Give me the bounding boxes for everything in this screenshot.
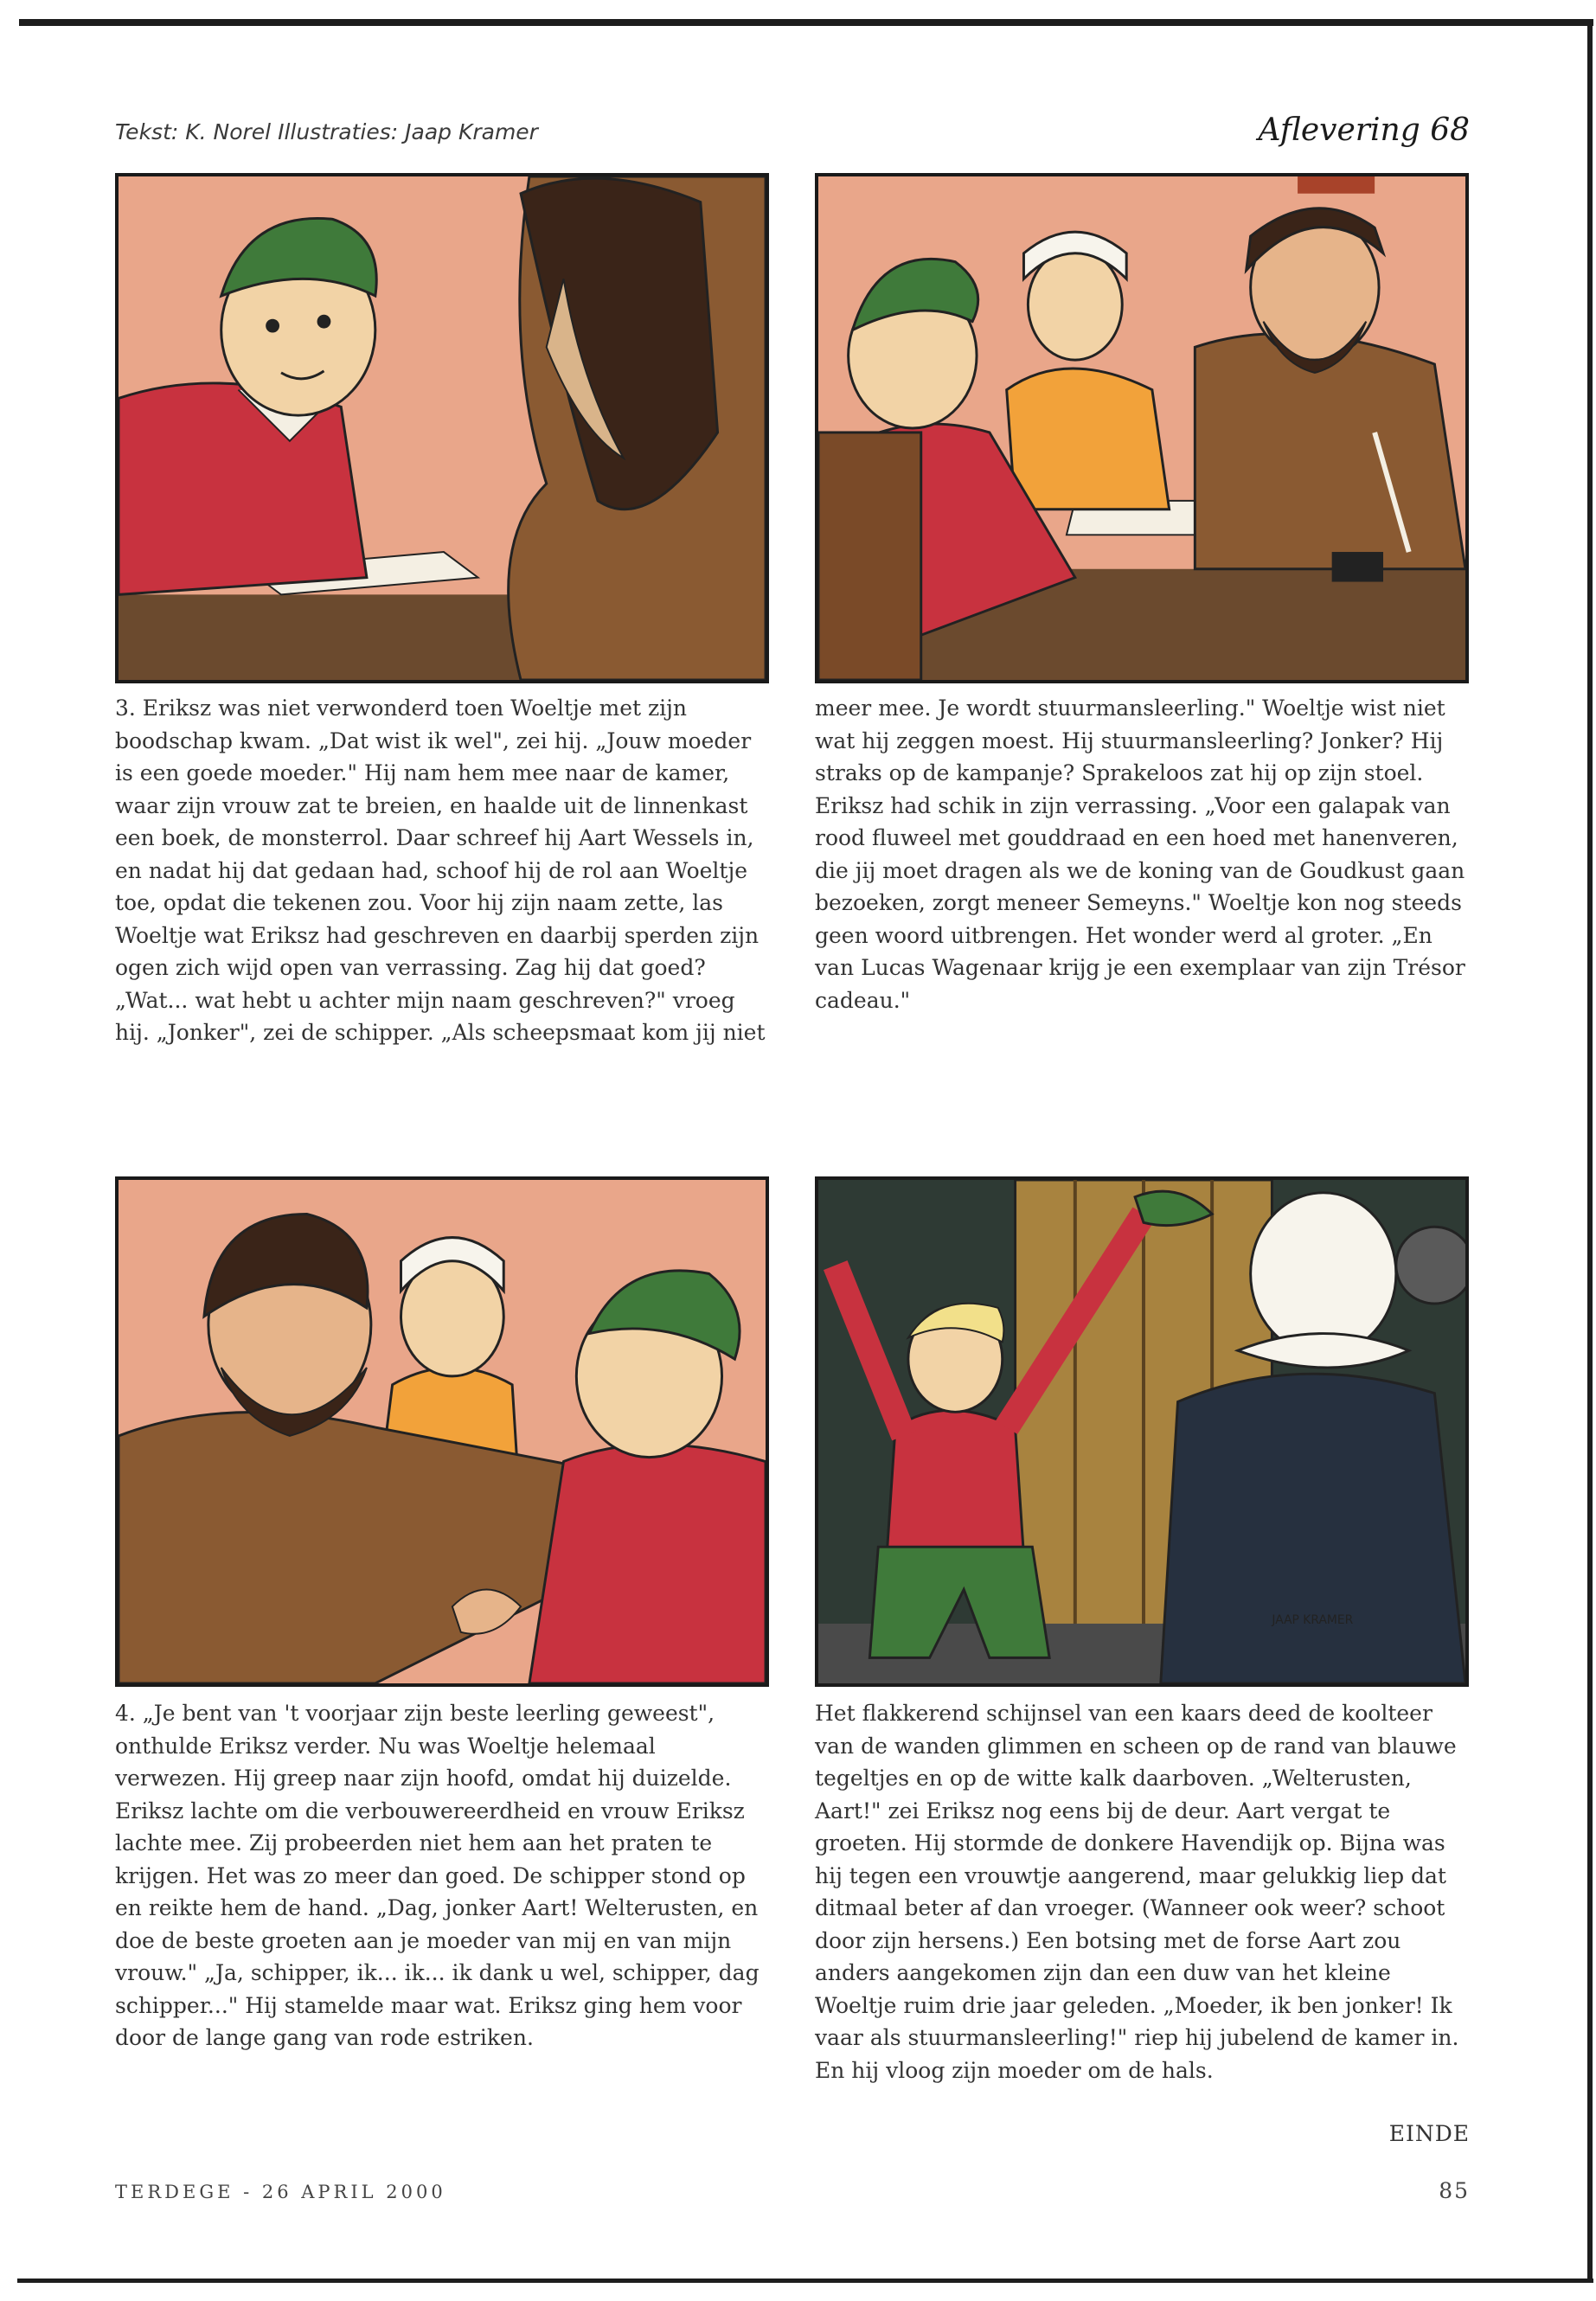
- illustration-panel-2: [815, 173, 1469, 683]
- ending-label: EINDE: [1388, 2121, 1470, 2146]
- page-number: 85: [1439, 2178, 1470, 2203]
- section-4-text-part-2: Het flakkerend schijnsel van een kaars deed de koolteer van de wanden glimmen en scheen op de rand van blauwe tegeltjes en op de witte kalk daarboven. „Welterusten, Aart!" zei Eriksz nog eens bij de deur. Aart vergat te groeten. Hij stormde de donkere Havendijk op. Bijna was hij tegen een vrouwtje aangerend, maar gelukkig liep dat ditmaal beter af dan vroeger. (Wanneer ook weer? schoot door zijn hersens.) Een botsing met de forse Aart zou anders aangekomen zijn dan een duw van het kleine Woeltje ruim drie jaar geleden. „Moeder, ik ben jonker! Ik vaar als stuurmansleerling!" riep hij jubelend de kamer in. En hij vloog zijn moeder om de hals.: [815, 1701, 1459, 2083]
- illustration-panel-1: [115, 173, 769, 683]
- section-3-text-part-2: meer mee. Je wordt stuurmansleerling." Woeltje wist niet wat hij zeggen moest. Hij stuurmansleerling? Jonker? Hij straks op de kampanje? Sprakeloos zat hij op zijn stoel. Eriksz had schik in zijn verrassing. „Voor een galapak van rood fluweel met gouddraad en een hoed met hanenveren, die jij moet dragen als we de koning van de Goudkust gaan bezoeken, zorgt meneer Semeyns." Woeltje kon nog steeds geen woord uitbrengen. Het wonder werd al groter. „En van Lucas Wagenaar krijg je een exemplaar van zijn Trésor cadeau.": [815, 695, 1465, 1013]
- panel-3-drawing: [119, 1180, 766, 1683]
- section-4-text-part-1: 4. „Je bent van 't voorjaar zijn beste leerling geweest", onthulde Eriksz verder. Nu was Woeltje helemaal verwezen. Hij greep naar zijn hoofd, omdat hij duizelde. Eriksz lachte om die verbouwereerdheid en vrouw Eriksz lachte mee. Zij probeerden niet hem aan het praten te krijgen. Het was zo meer dan goed. De schipper stond op en reikte hem de hand. „Dag, jonker Aart! Welterusten, en doe de beste groeten aan je moeder van mij en van mijn vrouw." „Ja, schipper, ik... ik... ik dank u wel, schipper, dag schipper..." Hij stamelde maar wat. Eriksz ging hem voor door de lange gang van rode estriken.: [115, 1701, 760, 2050]
- panel-2-drawing: [818, 176, 1465, 680]
- artist-signature: JAAP KRAMER: [1272, 1612, 1354, 1627]
- text-column-2: [815, 692, 1472, 1016]
- right-border-rule: [1587, 19, 1593, 2281]
- bottom-border-rule: [17, 2279, 1593, 2283]
- publication-footer: TERDEGE - 26 APRIL 2000: [115, 2182, 446, 2202]
- episode-title: Aflevering 68: [1258, 112, 1470, 148]
- text-column-3: [115, 1697, 772, 2054]
- illustration-panel-3: [115, 1176, 769, 1687]
- text-column-4: [815, 1697, 1472, 2086]
- text-column-1: [115, 692, 772, 1049]
- top-border-rule: [19, 19, 1593, 26]
- panel-1-drawing: [119, 176, 766, 680]
- illustration-panel-4: [815, 1176, 1469, 1687]
- panel-4-drawing: [818, 1180, 1465, 1683]
- section-3-text-part-1: 3. Eriksz was niet verwonderd toen Woeltje met zijn boodschap kwam. „Dat wist ik wel", zei hij. „Jouw moeder is een goede moeder." Hij nam hem mee naar de kamer, waar zijn vrouw zat te breien, en haalde uit de linnenkast een boek, de monsterrol. Daar schreef hij Aart Wessels in, en nadat hij dat gedaan had, schoof hij de rol aan Woeltje toe, opdat die tekenen zou. Voor hij zijn naam zette, las Woeltje wat Eriksz had geschreven en daarbij sperden zijn ogen zich wijd open van verrassing. Zag hij dat goed? „Wat... wat hebt u achter mijn naam geschreven?" vroeg hij. „Jonker", zei de schipper. „Als scheepsmaat kom jij niet: [115, 695, 766, 1045]
- credits-line: Tekst: K. Norel Illustraties: Jaap Kramer: [115, 119, 538, 144]
